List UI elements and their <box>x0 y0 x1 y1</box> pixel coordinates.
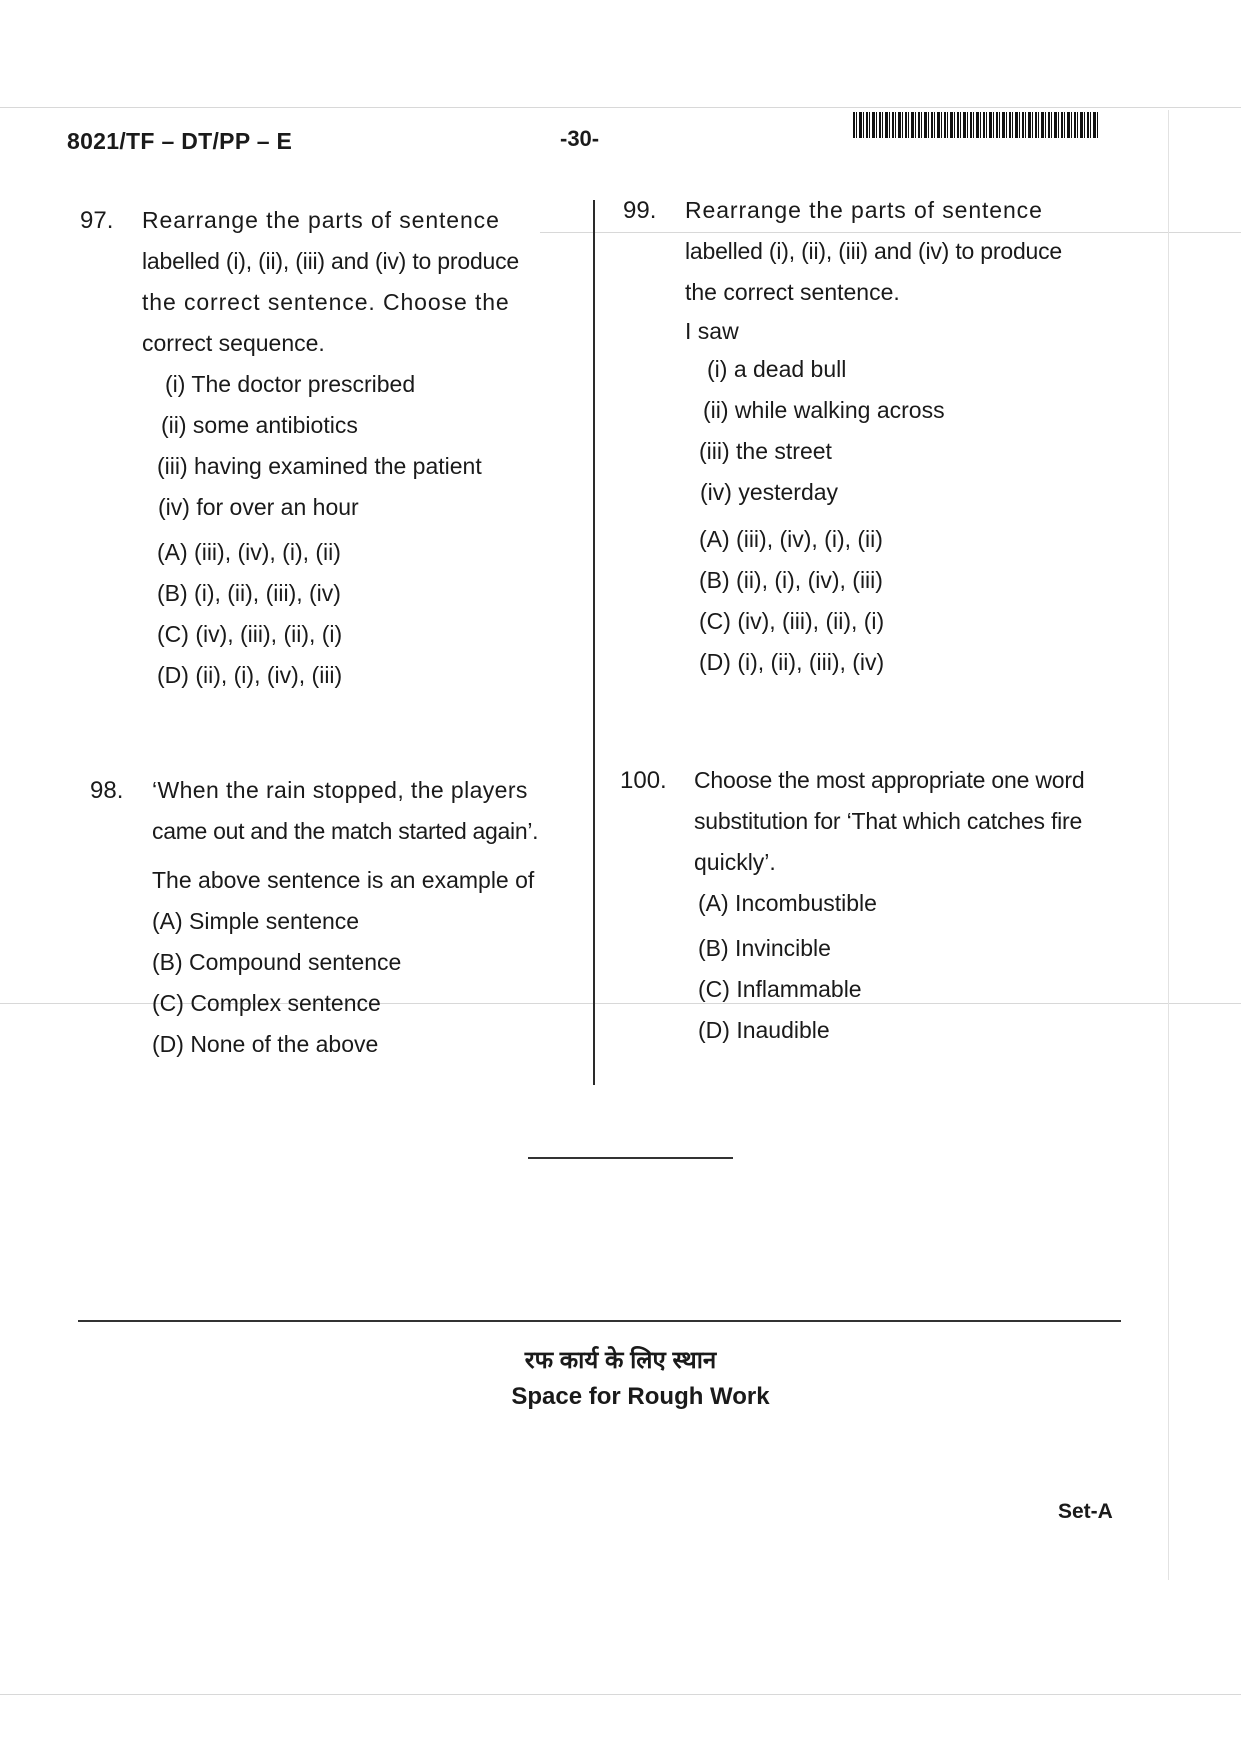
option-d: (D) (i), (ii), (iii), (iv) <box>699 649 885 675</box>
barcode <box>853 112 1099 138</box>
question-line: the correct sentence. Choose the <box>142 289 510 315</box>
option-d: (D) Inaudible <box>698 1017 830 1043</box>
column-divider <box>593 200 595 1085</box>
sentence-part: (iii) the street <box>699 438 832 464</box>
scan-artifact-line <box>0 107 1241 108</box>
question-line: the correct sentence. <box>685 279 900 305</box>
question-text <box>685 190 1125 683</box>
question-number: 97. <box>80 207 114 234</box>
question-text <box>142 200 582 696</box>
question-text <box>152 770 592 1065</box>
question-lead: I saw <box>685 318 739 344</box>
option-c: (C) Complex sentence <box>152 990 381 1016</box>
option-b: (B) (i), (ii), (iii), (iv) <box>157 580 341 606</box>
option-b: (B) Compound sentence <box>152 949 402 975</box>
option-d: (D) None of the above <box>152 1031 379 1057</box>
question-line: correct sequence. <box>142 330 325 356</box>
question-line: substitution for ‘That which catches fire <box>694 808 1083 834</box>
question-line: labelled (i), (ii), (iii) and (iv) to produce <box>685 238 1063 264</box>
sentence-part: (iv) for over an hour <box>158 494 359 520</box>
option-b: (B) (ii), (i), (iv), (iii) <box>699 567 883 593</box>
option-c: (C) (iv), (iii), (ii), (i) <box>699 608 885 634</box>
sentence-part: (iii) having examined the patient <box>157 453 482 479</box>
page-number: -30- <box>560 126 600 151</box>
sentence-part: (ii) some antibiotics <box>161 412 358 438</box>
question-number: 100. <box>620 767 667 794</box>
option-d: (D) (ii), (i), (iv), (iii) <box>157 662 343 688</box>
question-text <box>694 760 1134 1051</box>
option-a: (A) (iii), (iv), (i), (ii) <box>157 539 341 565</box>
sentence-part: (ii) while walking across <box>703 397 945 423</box>
option-c: (C) (iv), (iii), (ii), (i) <box>157 621 343 647</box>
option-b: (B) Invincible <box>698 935 831 961</box>
option-a: (A) Simple sentence <box>152 908 360 934</box>
question-line: ‘When the rain stopped, the players <box>152 777 528 803</box>
rough-work-rule <box>78 1320 1121 1322</box>
question-number: 99. <box>623 197 657 224</box>
paper-code: 8021/TF – DT/PP – E <box>67 128 293 154</box>
set-label: Set-A <box>1058 1500 1113 1523</box>
option-c: (C) Inflammable <box>698 976 862 1002</box>
sentence-parts <box>685 349 1125 683</box>
sentence-part: (i) The doctor prescribed <box>165 371 416 397</box>
question-line: came out and the match started again’. <box>152 818 539 844</box>
question-line: Rearrange the parts of sentence <box>685 197 1043 223</box>
question-line: Rearrange the parts of sentence <box>142 207 500 233</box>
rough-work-english: Space for Rough Work <box>511 1383 770 1410</box>
rough-work-hindi: रफ कार्य के लिए स्थान <box>524 1347 717 1374</box>
scan-artifact-line <box>0 1694 1241 1695</box>
question-line: labelled (i), (ii), (iii) and (iv) to produce <box>142 248 520 274</box>
question-stem: The above sentence is an example of <box>152 867 535 893</box>
question-line: Choose the most appropriate one word <box>694 767 1085 793</box>
question-line: quickly’. <box>694 849 776 875</box>
option-a: (A) (iii), (iv), (i), (ii) <box>699 526 883 552</box>
section-end-rule <box>528 1157 733 1159</box>
sentence-parts <box>142 364 582 696</box>
options <box>694 883 1134 1051</box>
question-number: 98. <box>90 777 124 804</box>
sentence-part: (iv) yesterday <box>700 479 839 505</box>
option-a: (A) Incombustible <box>698 890 877 916</box>
sentence-part: (i) a dead bull <box>707 356 847 382</box>
